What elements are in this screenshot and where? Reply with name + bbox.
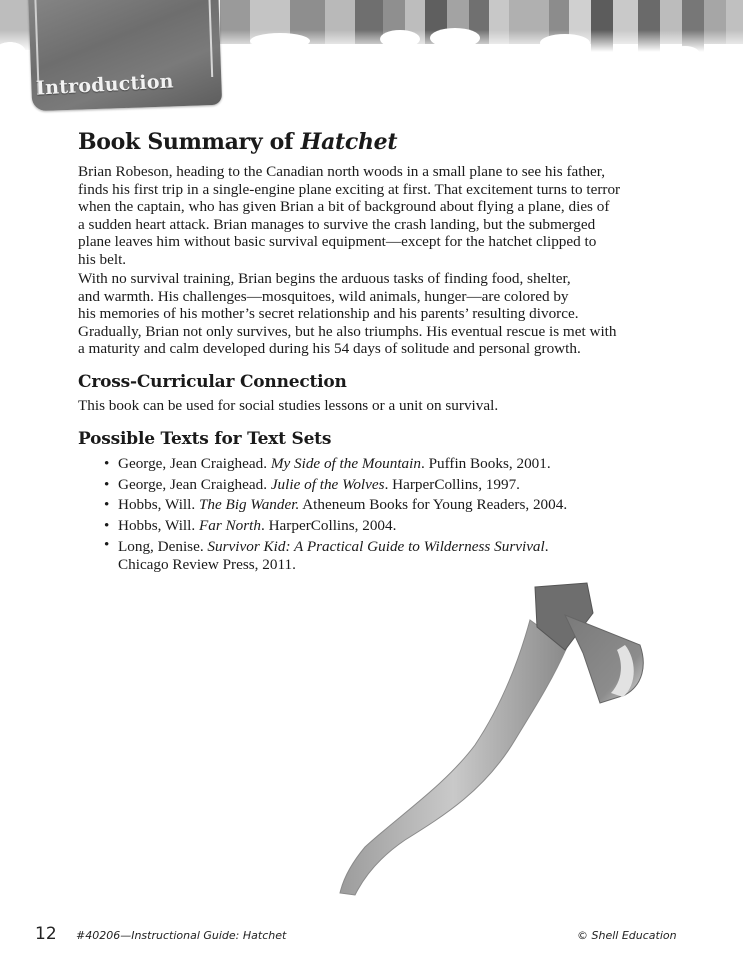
list-item [104, 536, 567, 574]
text-line: Gradually, Brian not only survives, but he also triumphs. His eventual rescue is met with [78, 322, 617, 340]
text-line: and warmth. His challenges—mosquitoes, wild animals, hunger—are colored by [78, 287, 569, 305]
ref-publisher: . Puffin Books, 2001. [420, 455, 551, 472]
section-tab-label: Introduction [35, 70, 175, 100]
list-item [104, 495, 567, 516]
page-title [78, 129, 397, 155]
text-line: Brian Robeson, heading to the Canadian north woods in a small plane to see his father, [78, 163, 606, 180]
hatchet-icon [325, 575, 670, 905]
text-sets-list [104, 454, 567, 574]
list-item [104, 475, 567, 496]
ref-title: Survivor Kid: A Practical Guide to Wilderness Survival [207, 538, 545, 555]
ref-title: Julie of the Wolves [270, 475, 385, 493]
text-line: With no survival training, Brian begins the arduous tasks of finding food, shelter, [78, 270, 571, 287]
summary-paragraph-2 [78, 270, 668, 358]
list-item [104, 454, 567, 475]
list-item [104, 516, 567, 537]
text-line: his memories of his mother’s secret relationship and his parents’ resulting divorce. [78, 305, 579, 323]
book-title: Hatchet [300, 129, 398, 155]
ref-publisher: Atheneum Books for Young Readers, 2004. [299, 496, 568, 513]
ref-title: My Side of the Mountain [270, 455, 421, 472]
ref-title: The Big Wander. [198, 496, 300, 513]
ref-author: Long, Denise. [118, 538, 208, 555]
text-line: finds his first trip in a single-engine plane exciting at first. That excitement turns to terror [78, 180, 621, 198]
text-line: when the captain, who has given Brian a bit of background about flying a plane, dies of [78, 198, 610, 216]
ref-author: George, Jean Craighead. [118, 455, 271, 472]
ref-author: Hobbs, Will. [118, 516, 199, 534]
guide-title: #40206—Instructional Guide: Hatchet [76, 929, 287, 942]
page-number: 12 [35, 924, 57, 944]
ref-title: Far North [198, 516, 261, 534]
summary-paragraph-1 [78, 163, 668, 269]
ref-publisher: . HarperCollins, 1997. [384, 475, 520, 493]
text-line: a maturity and calm developed during his 54 days of solitude and personal growth. [78, 340, 581, 358]
text-line: his belt. [78, 250, 127, 268]
text-sets-heading: Possible Texts for Text Sets [78, 429, 332, 449]
text-line: This book can be used for social studies lessons or a unit on survival. [78, 397, 499, 414]
text-line: a sudden heart attack. Brian manages to survive the crash landing, but the submerged [78, 215, 596, 233]
copyright: © Shell Education [577, 929, 677, 942]
ref-publisher: . HarperCollins, 2004. [261, 516, 397, 534]
ref-author: Hobbs, Will. [118, 496, 199, 513]
cross-curricular-text [78, 397, 668, 415]
ref-author: George, Jean Craighead. [118, 475, 271, 493]
page-title-prefix: Book Summary of [78, 129, 301, 155]
cross-curricular-heading: Cross-Curricular Connection [78, 372, 347, 392]
text-line: plane leaves him without basic survival equipment—except for the hatchet clipped to [78, 233, 597, 251]
ref-publisher-line2: Chicago Review Press, 2011. [118, 556, 296, 573]
ref-publisher: . [544, 538, 549, 555]
